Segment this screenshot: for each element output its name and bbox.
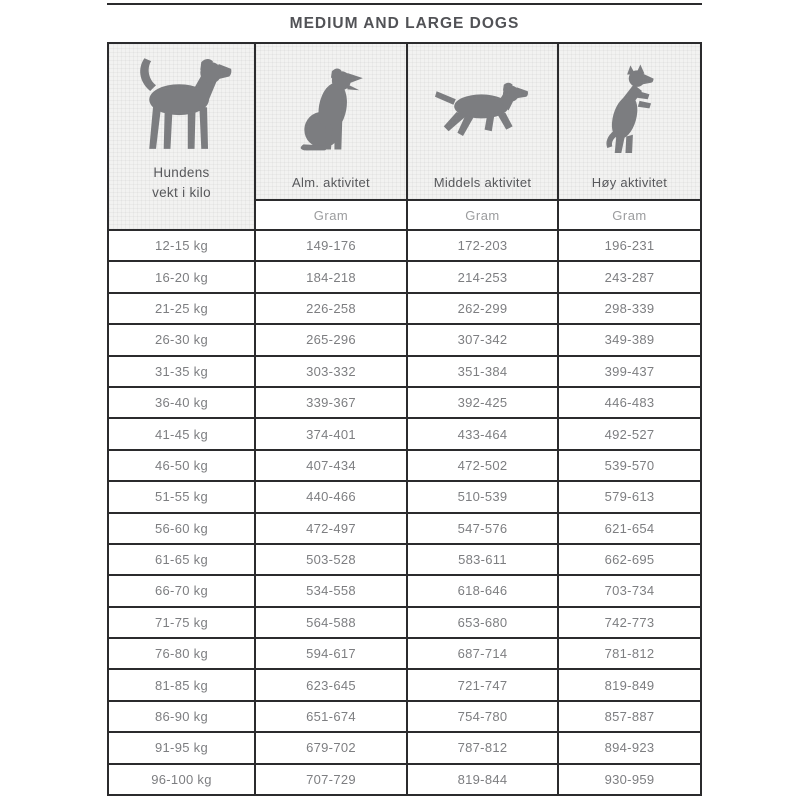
- alm-aktivitet-icon-box: [256, 44, 406, 175]
- hoy-aktivitet-cell: 298-339: [559, 294, 702, 323]
- weight-cell: 16-20 kg: [109, 262, 256, 291]
- middels-aktivitet-cell: 687-714: [408, 639, 559, 668]
- weight-cell: 56-60 kg: [109, 514, 256, 543]
- weight-cell: 81-85 kg: [109, 670, 256, 699]
- table-row: [109, 733, 702, 764]
- middels-aktivitet-cell: 262-299: [408, 294, 559, 323]
- alm-aktivitet-cell: 623-645: [256, 670, 408, 699]
- middels-aktivitet-cell: 583-611: [408, 545, 559, 574]
- weight-cell: 36-40 kg: [109, 388, 256, 417]
- sitting-dog-icon: [292, 67, 370, 153]
- middels-aktivitet-cell: 351-384: [408, 357, 559, 386]
- hoy-aktivitet-cell: 742-773: [559, 608, 702, 637]
- alm-aktivitet-cell: 374-401: [256, 419, 408, 448]
- weight-header-label: [152, 163, 211, 202]
- table-row: [109, 482, 702, 513]
- middels-aktivitet-cell: 787-812: [408, 733, 559, 762]
- weight-cell: 91-95 kg: [109, 733, 256, 762]
- hoy-aktivitet-cell: 819-849: [559, 670, 702, 699]
- hoy-aktivitet-header-cell: [559, 44, 702, 229]
- middels-aktivitet-icon-box: [408, 44, 557, 175]
- middels-aktivitet-icon-area: [408, 44, 557, 201]
- alm-aktivitet-cell: 303-332: [256, 357, 408, 386]
- alm-aktivitet-cell: 265-296: [256, 325, 408, 354]
- hoy-aktivitet-cell: 243-287: [559, 262, 702, 291]
- table-row: [109, 419, 702, 450]
- alm-aktivitet-cell: 184-218: [256, 262, 408, 291]
- hoy-aktivitet-icon-box: [559, 44, 700, 175]
- middels-aktivitet-unit: Gram: [408, 201, 557, 229]
- hoy-aktivitet-cell: 781-812: [559, 639, 702, 668]
- middels-aktivitet-cell: 547-576: [408, 514, 559, 543]
- table-row: [109, 670, 702, 701]
- weight-cell: 76-80 kg: [109, 639, 256, 668]
- middels-aktivitet-cell: 618-646: [408, 576, 559, 605]
- table-row: [109, 451, 702, 482]
- middels-aktivitet-header-cell: [408, 44, 559, 229]
- alm-aktivitet-cell: 440-466: [256, 482, 408, 511]
- weight-cell: 21-25 kg: [109, 294, 256, 323]
- page-title: MEDIUM AND LARGE DOGS: [107, 3, 702, 44]
- hoy-aktivitet-cell: 492-527: [559, 419, 702, 448]
- running-dog-icon: [435, 80, 531, 140]
- alm-aktivitet-cell: 472-497: [256, 514, 408, 543]
- alm-aktivitet-cell: 226-258: [256, 294, 408, 323]
- middels-aktivitet-cell: 472-502: [408, 451, 559, 480]
- hoy-aktivitet-cell: 894-923: [559, 733, 702, 762]
- feeding-table: [107, 3, 702, 796]
- alm-aktivitet-cell: 707-729: [256, 765, 408, 794]
- middels-aktivitet-cell: 307-342: [408, 325, 559, 354]
- middels-aktivitet-cell: 721-747: [408, 670, 559, 699]
- table-row: [109, 639, 702, 670]
- table-row: [109, 514, 702, 545]
- weight-cell: 96-100 kg: [109, 765, 256, 794]
- table-row: [109, 231, 702, 262]
- table-grid: [107, 44, 702, 796]
- weight-header-cell: [109, 44, 256, 229]
- weight-cell: 71-75 kg: [109, 608, 256, 637]
- table-row: [109, 545, 702, 576]
- weight-cell: 61-65 kg: [109, 545, 256, 574]
- middels-aktivitet-cell: 653-680: [408, 608, 559, 637]
- alm-aktivitet-cell: 407-434: [256, 451, 408, 480]
- table-row: [109, 576, 702, 607]
- table-body: [109, 231, 702, 796]
- alm-aktivitet-header-cell: [256, 44, 408, 229]
- alm-aktivitet-cell: 651-674: [256, 702, 408, 731]
- middels-aktivitet-cell: 172-203: [408, 231, 559, 260]
- alm-aktivitet-cell: 679-702: [256, 733, 408, 762]
- alm-aktivitet-icon-area: [256, 44, 406, 201]
- hoy-aktivitet-cell: 446-483: [559, 388, 702, 417]
- alm-aktivitet-cell: 503-528: [256, 545, 408, 574]
- weight-cell: 41-45 kg: [109, 419, 256, 448]
- hoy-aktivitet-cell: 621-654: [559, 514, 702, 543]
- table-row: [109, 262, 702, 293]
- table-row: [109, 702, 702, 733]
- alm-aktivitet-label: Alm. aktivitet: [292, 175, 370, 190]
- alm-aktivitet-cell: 564-588: [256, 608, 408, 637]
- weight-cell: 31-35 kg: [109, 357, 256, 386]
- standing-dog-icon: [129, 56, 235, 153]
- hoy-aktivitet-cell: 539-570: [559, 451, 702, 480]
- alm-aktivitet-cell: 149-176: [256, 231, 408, 260]
- jumping-dog-icon: [599, 64, 661, 156]
- table-row: [109, 357, 702, 388]
- hoy-aktivitet-cell: 196-231: [559, 231, 702, 260]
- hoy-aktivitet-cell: 930-959: [559, 765, 702, 794]
- middels-aktivitet-cell: 392-425: [408, 388, 559, 417]
- middels-aktivitet-cell: 819-844: [408, 765, 559, 794]
- table-row: [109, 294, 702, 325]
- weight-cell: 12-15 kg: [109, 231, 256, 260]
- middels-aktivitet-cell: 433-464: [408, 419, 559, 448]
- hoy-aktivitet-cell: 579-613: [559, 482, 702, 511]
- middels-aktivitet-label: Middels aktivitet: [433, 175, 532, 190]
- weight-header-line1: Hundens: [153, 165, 210, 180]
- alm-aktivitet-unit: Gram: [256, 201, 406, 229]
- hoy-aktivitet-cell: 857-887: [559, 702, 702, 731]
- weight-cell: 66-70 kg: [109, 576, 256, 605]
- table-row: [109, 388, 702, 419]
- table-header: [109, 44, 702, 231]
- table-row: [109, 765, 702, 796]
- weight-header-line2: vekt i kilo: [152, 184, 211, 200]
- hoy-aktivitet-cell: 703-734: [559, 576, 702, 605]
- alm-aktivitet-cell: 534-558: [256, 576, 408, 605]
- hoy-aktivitet-label: Høy aktivitet: [591, 175, 668, 190]
- hoy-aktivitet-cell: 349-389: [559, 325, 702, 354]
- weight-cell: 46-50 kg: [109, 451, 256, 480]
- middels-aktivitet-cell: 214-253: [408, 262, 559, 291]
- weight-cell: 51-55 kg: [109, 482, 256, 511]
- weight-cell: 86-90 kg: [109, 702, 256, 731]
- table-row: [109, 325, 702, 356]
- alm-aktivitet-cell: 339-367: [256, 388, 408, 417]
- hoy-aktivitet-unit: Gram: [559, 201, 700, 229]
- weight-cell: 26-30 kg: [109, 325, 256, 354]
- alm-aktivitet-cell: 594-617: [256, 639, 408, 668]
- hoy-aktivitet-cell: 399-437: [559, 357, 702, 386]
- middels-aktivitet-cell: 510-539: [408, 482, 559, 511]
- table-row: [109, 608, 702, 639]
- hoy-aktivitet-cell: 662-695: [559, 545, 702, 574]
- middels-aktivitet-cell: 754-780: [408, 702, 559, 731]
- hoy-aktivitet-icon-area: [559, 44, 700, 201]
